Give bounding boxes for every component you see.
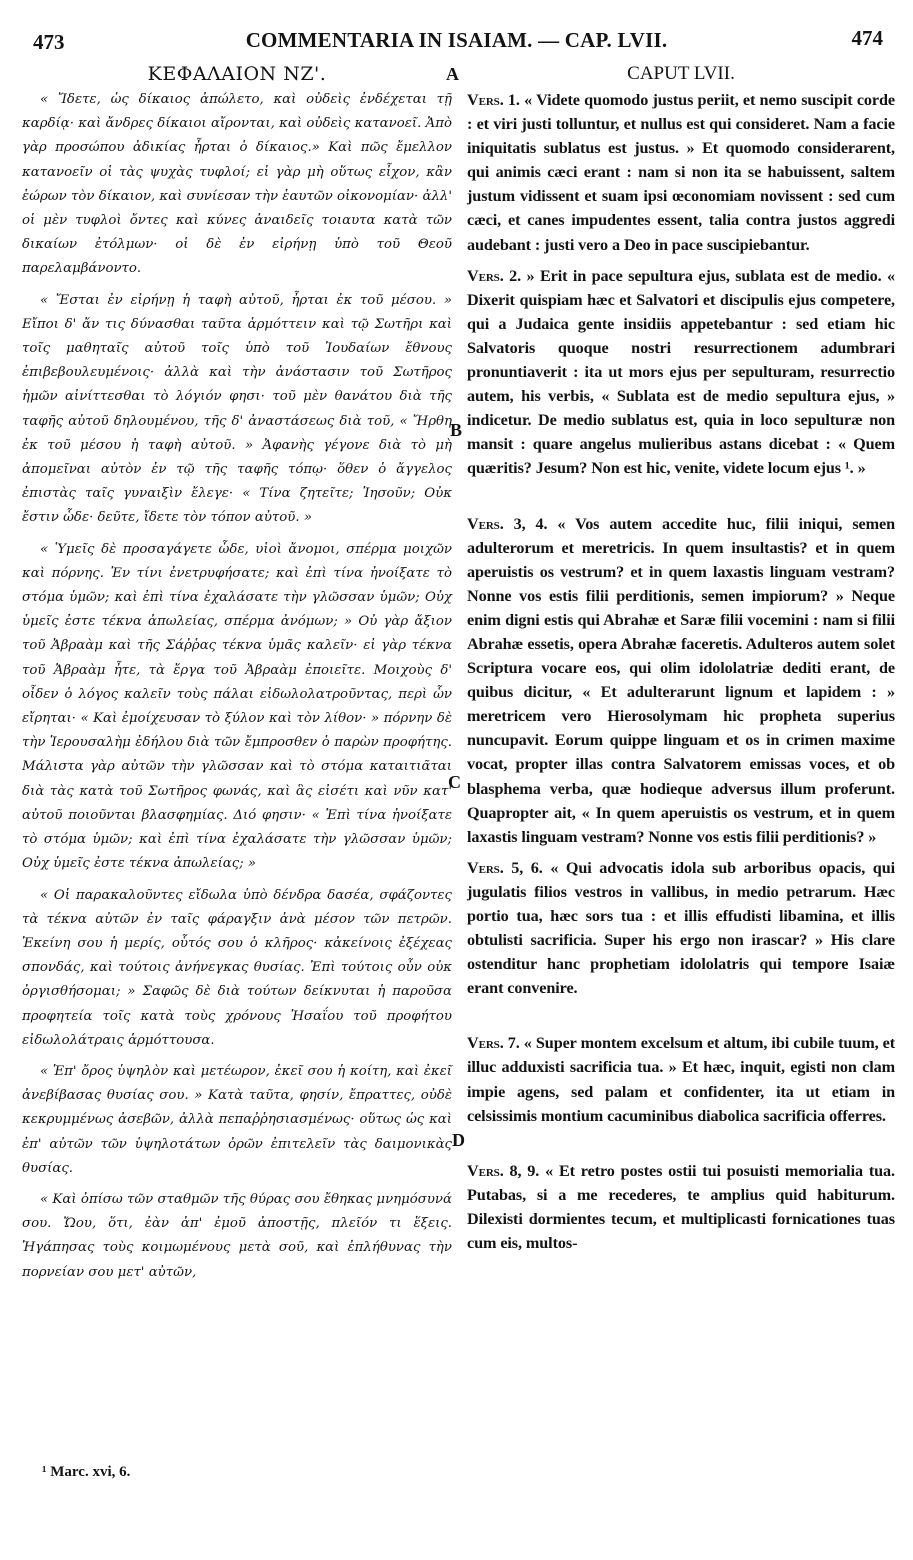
verse-label: Vers. 8, 9. [467,1161,540,1180]
running-title: COMMENTARIA IN ISAIAM. — CAP. LVII. [245,28,668,52]
verse-text: « Et retro postes ostii tui posuisti memorialia tua. Putabas, si a me recederes, te amplius quid habiturum. Dilexisti dormientes tecum, et multiplicasti fornicationes tuas cum eis, multos- [467,1161,895,1253]
greek-chapter-heading: ΚΕΦΑΛΑΙΟΝ ΝΖ'. [147,63,327,85]
greek-paragraph: « Ἴδετε, ὡς δίκαιος ἀπώλετο, καὶ οὐδεὶς ἐνδέχεται τῇ καρδίᾳ· καὶ ἄνδρες δίκαιοι αἴρονται, καὶ οὐδεὶς κατανοεῖ. Ἀπὸ γὰρ προσώπου ἀδικίας ἦρται ὁ δίκαιος.» Καὶ πῶς ἔμελλον κατανοεῖν οἱ τὰς ψυχὰς τυφλοί; εἰ γὰρ μὴ οὕτως εἶχον, κἂν ἑώρων τὸν δίκαιον, καὶ συνίεσαν τὴν ἑαυτῶν οἰκονομίαν· ἀλλ' οἱ μὲν τυφλοὶ ὄντες καὶ κύνες ἀναιδεῖς τοιαυτα κατὰ τῶν δικαίων ἐτόλμων· οἱ δὲ ἐν εἰρήνῃ ὑπὸ τοῦ Θεοῦ παρελαμβάνοντο. [22,92,452,277]
margin-marker-c: C [448,772,461,792]
greek-column [22,60,452,1292]
verse-text: « Videte quomodo justus periit, et nemo suscipit corde : et viri justi tolluntur, et nullus est qui consideret. Nam a facie iniquitatis sublatus est justus. » Et quomodo considerarent, qui animis cæci erant : nam si non ita se habuissent, saltem justum vidissent et suam ipsi œconomiam novissent : sed cum cæci, et canes impudentes essent, talia contra justos aggredi audebant : justi vero a Deo in pace suscipiebantur. [467,91,895,254]
greek-paragraph: « Οἱ παρακαλοῦντες εἴδωλα ὑπὸ δένδρα δασέα, σφάζοντες τὰ τέκνα αὐτῶν ἐν ταῖς φάραγξιν ἀνὰ μέσον τῶν πετρῶν. Ἐκείνη σου ἡ μερίς, οὗτός σου ὁ κλῆρος· κἀκείνοις ἐξέχεας σπονδάς, καὶ τούτοις ἀνήνεγκας θυσίας. Ἐπὶ τούτοις οὖν οὐκ ὀργισθήσομαι; » Σαφῶς δὲ διὰ τούτων δείκνυται ἡ παροῦσα προφητεία τοῖς κατὰ τοὺς χρόνους Ἠσαΐου τοῦ προφήτου εἰδωλολάτραις ἁρμόττουσα. [22,887,452,1048]
latin-column [467,60,895,1262]
verse-label: Vers. 2. [467,266,522,285]
verse-label: Vers. 1. [467,91,520,109]
verse-text: » Erit in pace sepultura ejus, sublata est de medio. « Dixerit quispiam hæc et Salvatori et discipulis ejus competere, qui a Judaica gente insidiis appetebantur : sed etiam hic Salvatoris quoque nostri resurrectionem adumbrari pronuntiaverit : ita ut mors ejus per sepulturam, resurrectio autem, his verbis, « Sublata est de medio sepultura ejus, » indicetur. De medio sublatus est, quia in loco sepulturæ non mansit : quare angelus mulieribus astans dicebat : « Quem quæritis? Jesum? Non est hic, venite, videte locum ejus ¹. » [467,266,895,478]
latin-verse-entry [467,264,895,481]
spacer [467,1007,895,1031]
margin-marker-a: A [446,64,459,84]
margin-marker-d: D [452,1130,465,1150]
verse-text: « Qui advocatis idola sub arboribus opacis, qui jugulatis filios vestros in vallibus, in medio petrarum. Hæc portio tua, hæc sors tua : et illis effudisti libamina, et illis obtulisti sacrificia. Super his ergo non irascar? » His clare ostenditur hanc prophetiam idololatris qui tempore Isaiæ erant convenire. [467,858,896,998]
latin-verse-entry [467,1031,895,1127]
page-header [0,26,913,56]
greek-paragraph: « Ἔσται ἐν εἰρήνῃ ἡ ταφὴ αὐτοῦ, ἦρται ἐκ τοῦ μέσου. » Εἴποι δ' ἄν τις δύνασθαι ταῦτα ἁρμόττειν καὶ τῷ Σωτῆρι καὶ τοῖς μαθηταῖς αὐτοῦ τοῖς ὑπὸ τοῦ Ἰουδαίων ἔθνους ἐπιβεβουλευμένοις· ἀλλὰ καὶ τὴν ἀνάστασιν τοῦ Σωτῆρος ἡμῶν αἰνίττεσθαι τὸ λόγιόν φησι· τοῦ μὲν θανάτου διὰ τῆς ταφῆς αὐτοῦ δηλουμένου, τῆς δ' ἀναστάσεως διὰ τοῦ, « Ἤρθη ἐκ τοῦ μέσου ἡ ταφὴ αὐτοῦ. » Ἀφανὴς γέγονε διὰ τὸ μὴ ἀπομεῖναι αὐτὸν ἐν τῷ τῆς ταφῆς τόπῳ· ὅθεν ὁ ἄγγελος ἐπιστὰς ταῖς γυναιξὶν ἔλεγε· « Τίνα ζητεῖτε; Ἰησοῦν; Οὐκ ἔστιν ὧδε· δεῦτε, ἴδετε τὸν τόπον αὐτοῦ. » [22,292,452,526]
greek-paragraph: « Ἐπ' ὄρος ὑψηλὸν καὶ μετέωρον, ἐκεῖ σου ἡ κοίτη, καὶ ἐκεῖ ἀνεβίβασας θυσίας σου. » Κατὰ ταῦτα, φησίν, ἔπραττες, οὐδὲ κεκρυμμένως ἀσεβῶν, ἀλλὰ πεπαῤῥησιασμένως· οὕτως ὡς καὶ ἐπ' αὐτῶν τῶν ὑψηλοτάτων ὀρῶν ἐπιτελεῖν τὰς δαιμονικὰς θυσίας. [22,1063,452,1176]
verse-text: « Super montem excelsum et altum, ibi cubile tuum, et illuc adduxisti sacrificia tua. » Et hæc, inquit, egisti non clam impie agens, sed palam et confidenter, ita ut etiam in celsissimis montium cacuminibus diabolica sacrificia offerres. [467,1034,895,1125]
greek-paragraph: « Ὑμεῖς δὲ προσαγάγετε ὧδε, υἱοὶ ἄνομοι, σπέρμα μοιχῶν καὶ πόρνης. Ἐν τίνι ἐνετρυφήσατε; καὶ ἐπὶ τίνα ἠνοίξατε τὸ στόμα ὑμῶν; καὶ ἐπὶ τίνα ἐχαλάσατε τὴν γλῶσσαν ὑμῶν; Οὐχ ὑμεῖς ἐστε τέκνα ἀπωλείας, σπέρμα ἀνόμων; » Οὐ γὰρ ἄξιον τοῦ Ἀβραὰμ καὶ τῆς Σάῤῥας τέκνα ὑμᾶς καλεῖν· εἰ γὰρ τέκνα τοῦ Ἀβραὰμ ἦτε, τὰ ἔργα τοῦ Ἀβραὰμ ἐποιεῖτε. Μοιχοὺς δ' οἶδεν ὁ λόγος καλεῖν τοὺς πάλαι εἰδωλολατροῦντας, περὶ ὧν εἴρηται· « Καὶ ἐμοίχευσαν τὸ ξύλον καὶ τὸν λίθον· » πόρνην δὲ τὴν Ἱερουσαλὴμ ἐδήλου διὰ τῶν ἔμπροσθεν ὁ παρὼν προφήτης. Μάλιστα γὰρ αὐτῶν τὴν γλῶσσαν καὶ τὸ στόμα καταιτιᾶται διὰ τὰς κατὰ τοῦ Σωτῆρος φωνάς, καὶ ἃς εἰσέτι καὶ νῦν κατ' αὐτοῦ ποιοῦνται βλασφημίας. Διό φησιν· « Ἐπὶ τίνα ἠνοίξατε τὸ στόμα ὑμῶν; καὶ ἐπὶ τίνα ἐχαλάσατε τὴν γλῶσσαν ὑμῶν; Οὐχ ὑμεῖς ἐστε τέκνα ἀπωλείας; » [22,541,452,872]
greek-paragraph: « Καὶ ὀπίσω τῶν σταθμῶν τῆς θύρας σου ἔθηκας μνημόσυνά σου. Ὤου, ὅτι, ἐὰν ἀπ' ἐμοῦ ἀποστῇς, πλεῖόν τι ἕξεις. Ἠγάπησας τοὺς κοιμωμένους μετὰ σοῦ, καὶ ἐπλήθυνας τὴν πορνείαν σου μετ' αὐτῶν, [22,1191,452,1280]
latin-verse-entry [467,88,895,257]
page-number-right: 474 [851,26,883,50]
spacer [467,488,895,512]
spacer [467,1135,895,1159]
verse-text: « Vos autem accedite huc, filii iniqui, semen adulterorum et meretricis. In quem insultastis? et in quem aperuistis os vestrum? et in quem laxastis linguam vestram? Nonne vos estis filii perditionis, semen impiorum? » Neque enim digni estis qui Abrahæ et Saræ filii vocemini : nam si filii Abrahæ essetis, opera Abrahæ faceretis. Adulteros autem solet Scriptura vocare eos, qui olim idololatriæ dediti erant, de quibus dicitur, « Et adulterarunt lignum et lapidem : » meretricem vero Hierosolymam hic propheta superius nuncupavit. Eorum quippe linguam et os in crimen maxime vocat, propter illas contra Salvatorem emissas voces, et ob blasphema verba, quæ hodieque adversus illum proferunt. Quapropter ait, « In quem aperuistis os vestrum, et in quem laxastis linguam vestram? Nonne vos estis filii perditionis? » [467,514,895,846]
latin-verse-entry [467,856,895,1001]
latin-verse-entry [467,512,895,849]
verse-label: Vers. 7. [467,1034,520,1053]
verse-label: Vers. 5, 6. [467,858,543,877]
verse-label: Vers. 3, 4. [467,514,548,533]
page-number-left: 473 [33,30,65,54]
latin-verse-entry [467,1159,895,1255]
latin-chapter-heading: CAPUT LVII. [627,63,735,84]
margin-marker-b: B [450,420,463,440]
footnote: ¹ Marc. xvi, 6. [42,1464,131,1480]
